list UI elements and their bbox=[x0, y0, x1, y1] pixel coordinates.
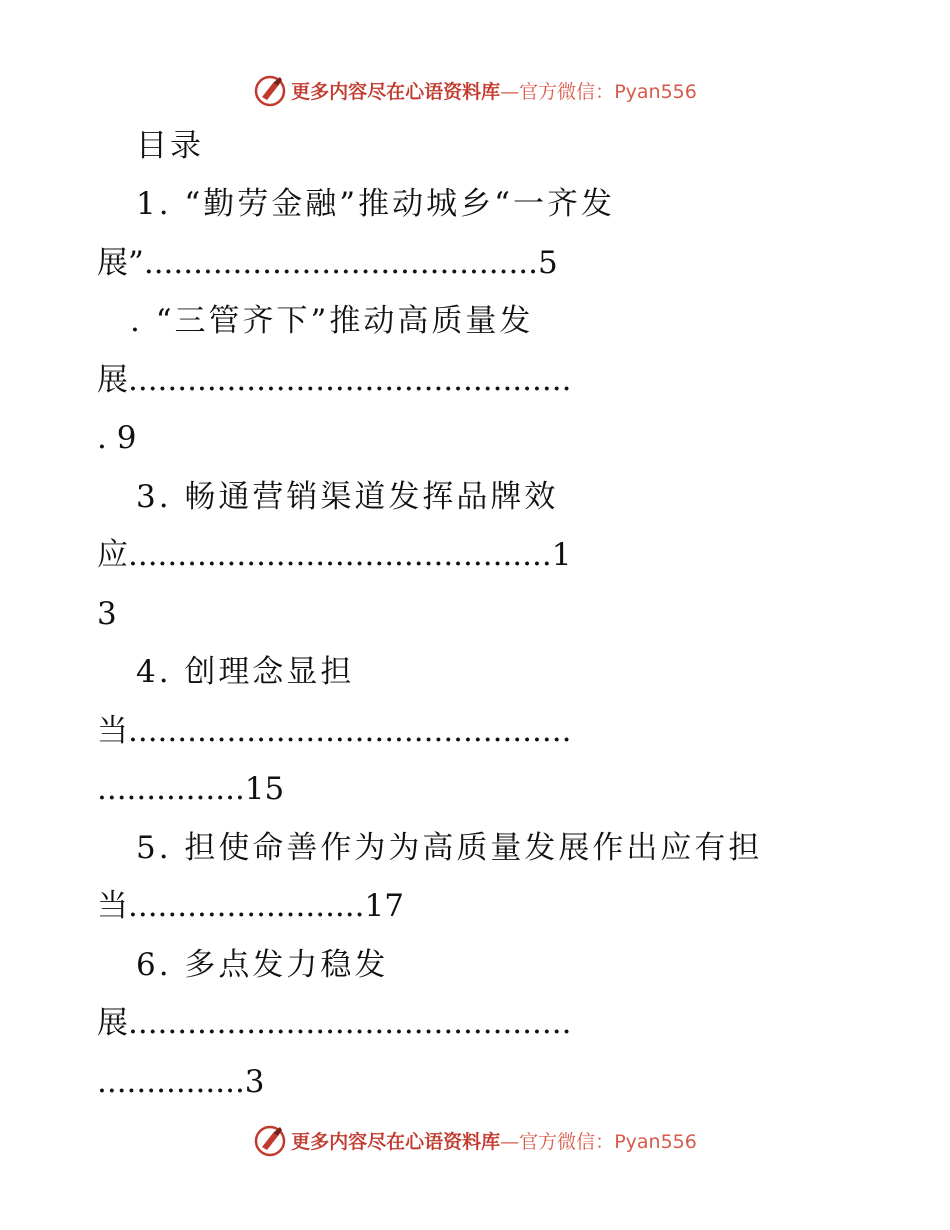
pen-logo-icon bbox=[253, 1123, 287, 1157]
watermark-id: Pyan556 bbox=[614, 80, 697, 103]
toc-line-16: ...............3 bbox=[97, 1064, 265, 1100]
toc-line-1: 1. “勤劳金融”推动城乡“一齐发 bbox=[136, 186, 615, 222]
watermark-sub: —官方微信： bbox=[500, 80, 615, 103]
watermark-id: Pyan556 bbox=[614, 1130, 697, 1153]
watermark-text bbox=[291, 77, 697, 104]
toc-line-9: 4. 创理念显担 bbox=[136, 654, 355, 690]
watermark-header bbox=[0, 70, 950, 110]
toc-line-6: 3. 畅通营销渠道发挥品牌效 bbox=[136, 479, 559, 515]
watermark-sub: —官方微信： bbox=[500, 1130, 615, 1153]
toc-line-8: 3 bbox=[97, 596, 117, 632]
toc-line-3: . “三管齐下”推动高质量发 bbox=[130, 303, 534, 339]
toc-line-7: 应...........................................1 bbox=[97, 537, 572, 573]
toc-line-11: ...............15 bbox=[97, 771, 285, 807]
toc-title: 目录 bbox=[136, 128, 204, 164]
watermark-main: 更多内容尽在心语资料库 bbox=[291, 1130, 501, 1153]
watermark-main: 更多内容尽在心语资料库 bbox=[291, 80, 501, 103]
toc-line-13: 当........................17 bbox=[97, 888, 404, 924]
toc-line-2: 展”........................................5 bbox=[97, 245, 558, 281]
toc-line-5: . 9 bbox=[97, 420, 137, 456]
toc-line-12: 5. 担使命善作为为高质量发展作出应有担 bbox=[136, 830, 763, 866]
watermark-footer bbox=[0, 1120, 950, 1160]
toc-line-10: 当............................................. bbox=[97, 713, 572, 749]
toc-line-14: 6. 多点发力稳发 bbox=[136, 947, 389, 983]
pen-logo-icon bbox=[253, 73, 287, 107]
toc-line-15: 展............................................. bbox=[97, 1005, 572, 1041]
toc-line-4: 展............................................. bbox=[97, 362, 572, 398]
watermark-text bbox=[291, 1127, 697, 1154]
